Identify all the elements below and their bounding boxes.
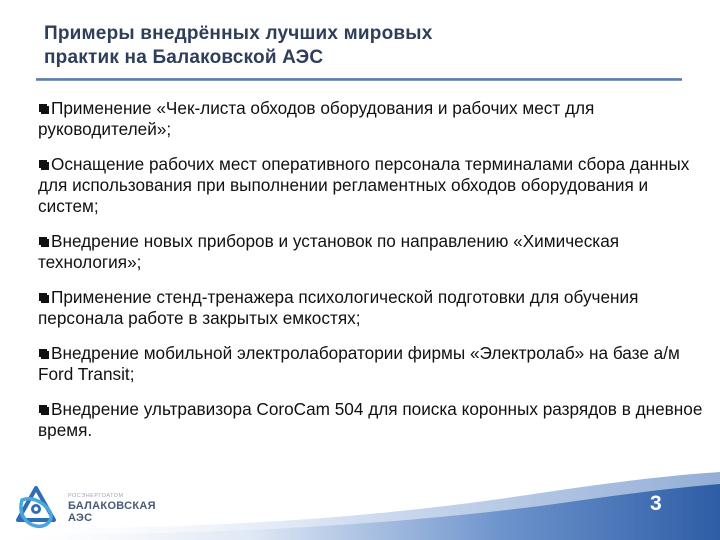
bullet-text: Применение стенд-тренажера психологической подготовки для обучения персонала работе в закрытых емкостях; — [38, 287, 639, 328]
atom-logo-icon — [10, 482, 62, 534]
bullet-text: Внедрение новых приборов и установок по направлению «Химическая технология»; — [38, 231, 620, 272]
page-number: 3 — [650, 492, 662, 515]
q-checkbox-bullet-icon — [38, 103, 50, 114]
slide-title — [44, 22, 664, 70]
bullet-list — [38, 98, 712, 455]
slide-title-line-1: Примеры внедрённых лучших мировых — [44, 23, 433, 44]
bullet-item — [38, 287, 712, 329]
q-checkbox-bullet-icon — [38, 348, 50, 359]
q-checkbox-bullet-icon — [38, 236, 50, 247]
bullet-text: Внедрение мобильной электролаборатории фирмы «Электролаб» на базе а/м Ford Transit; — [38, 343, 680, 384]
company-logo — [10, 482, 180, 534]
bullet-item — [38, 231, 712, 273]
logo-name-line-2: АЭС — [68, 512, 93, 524]
bullet-item — [38, 399, 712, 441]
bullet-text: Применение «Чек-листа обходов оборудования и рабочих мест для руководителей»; — [38, 98, 595, 139]
slide-title-line-2: практик на Балаковской АЭС — [44, 47, 324, 68]
logo-name-line-1: БАЛАКОВСКАЯ — [68, 500, 156, 512]
bullet-item — [38, 343, 712, 385]
q-checkbox-bullet-icon — [38, 292, 50, 303]
bullet-text: Внедрение ультравизора CoroCam 504 для поиска коронных разрядов в дневное время. — [38, 399, 703, 440]
q-checkbox-bullet-icon — [38, 159, 50, 170]
bullet-item — [38, 154, 712, 217]
q-checkbox-bullet-icon — [38, 404, 50, 415]
bullet-item — [38, 98, 712, 140]
bullet-text: Оснащение рабочих мест оперативного персонала терминалами сбора данных для использования при выполнении регламентных обходов оборудования и систем; — [38, 154, 690, 216]
title-divider — [36, 78, 682, 81]
logo-small-text: РОСЭНЕРГОАТОМ — [68, 493, 124, 499]
